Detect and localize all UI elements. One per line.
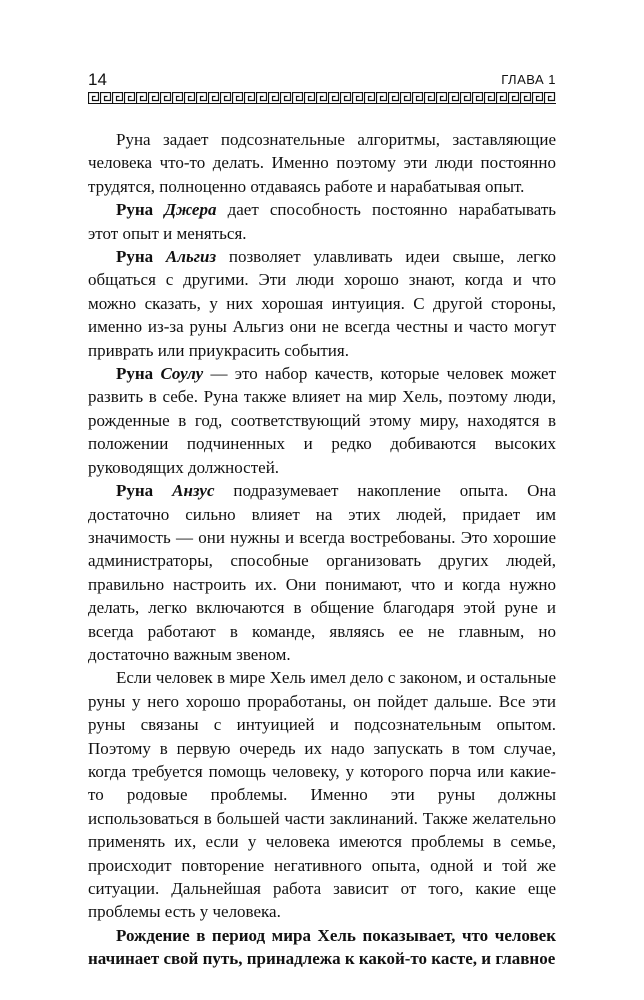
paragraph-text: дает способность постоянно нарабатывать этот опыт и меняться. <box>88 200 557 243</box>
chapter-label: ГЛАВА 1 <box>501 72 556 87</box>
paragraph-text: позволяет улавливать идеи свыше, легко общаться с другими. Эти люди хорошо знают, когда и что можно сказать, у них хорошая интуиция. С другой стороны, именно из-за руны Альгиз они не всегда честны и часто могут приврать или приукрасить события. <box>88 247 556 360</box>
rune-lead: Руна <box>116 481 154 501</box>
rune-name: Джера <box>164 200 217 220</box>
paragraph <box>88 198 556 245</box>
page-number: 14 <box>88 70 107 89</box>
rune-name: Анзус <box>172 481 215 501</box>
paragraph-text: — это набор качеств, которые человек может развить в себе. Руна также влияет на мир Хель, поэтому люди, рожденные в год, соответствующий этому миру, находятся в положении подчиненных и редко добиваются высоких руководящих должностей. <box>88 364 557 477</box>
paragraph <box>88 128 556 198</box>
rune-name: Альгиз <box>165 247 217 267</box>
body-text <box>88 128 556 971</box>
bold-paragraph <box>88 924 556 971</box>
paragraph-text: Рождение в период мира Хель показывает, что человек начинает свой путь, принадлежа к какой-то касте, и главное <box>88 925 556 969</box>
rune-lead: Руна <box>116 364 154 384</box>
paragraph <box>88 666 556 923</box>
paragraph-text: Руна задает подсознательные алгоритмы, заставляющие человека что-то делать. Именно поэтому эти люди постоянно трудятся, полноценно отдаваясь работе и нарабатывая опыт. <box>88 130 556 196</box>
paragraph <box>88 245 556 362</box>
running-header <box>88 70 556 92</box>
paragraph-text: подразумевает накопление опыта. Она достаточно сильно влияет на этих людей, придает им значимость — они нужны и всегда востребованы. Это хорошие администраторы, способные организовать других людей, правильно настроить их. Они понимают, что и когда нужно делать, легко включаются в общение благодаря этой руне и всегда работают в команде, являясь ее не главным, но достаточно важным звеном. <box>88 481 557 664</box>
paragraph-text: Если человек в мире Хель имел дело с законом, и остальные руны у него хорошо проработаны, он пойдет дальше. Все эти руны связаны с интуицией и подсознательным опытом. Поэтому в первую очередь их надо запускать в том случае, когда требуется помощь человеку, у которого порча или какие-то родовые проблемы. Именно эти руны должны использоваться в большей части заклинаний. Также желательно применять их, если у человека имеются проблемы в семье, происходит повторение негативного опыта, одной и той же ситуации. Дальнейшая работа зависит от того, какие еще проблемы есть у человека. <box>88 668 556 922</box>
greek-key-ornament <box>88 92 556 104</box>
rune-lead: Руна <box>116 247 154 267</box>
paragraph <box>88 362 556 479</box>
rune-lead: Руна <box>116 200 154 220</box>
rune-name: Соулу <box>160 364 204 384</box>
paragraph <box>88 479 556 666</box>
